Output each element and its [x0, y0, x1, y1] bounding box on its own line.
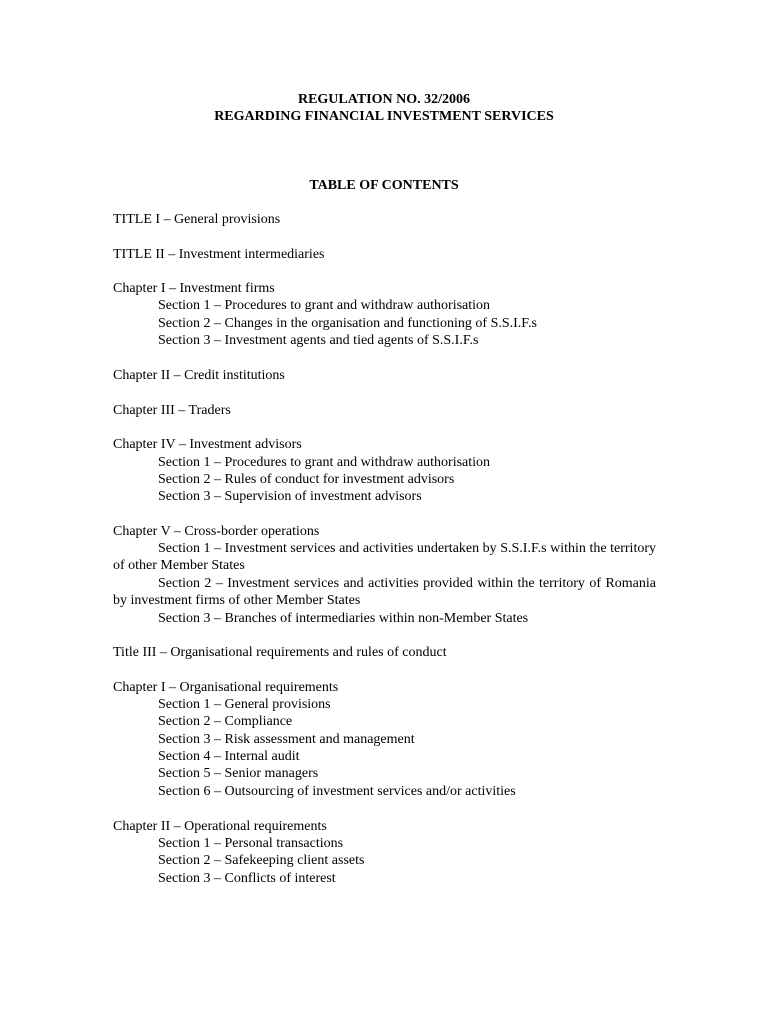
toc-section: Section 2 – Changes in the organisation and functioning of S.S.I.F.s	[158, 316, 537, 331]
toc-section: Section 3 – Risk assessment and management	[158, 732, 415, 747]
toc-section: Section 1 – Procedures to grant and withdraw authorisation	[158, 455, 491, 470]
toc-section: Section 1 – Personal transactions	[158, 836, 344, 851]
toc-title-3: Title III – Organisational requirements and rules of conduct	[113, 645, 447, 660]
toc-section: Section 3 – Branches of intermediaries within non-Member States	[158, 611, 529, 626]
toc-section: Section 2 – Compliance	[158, 714, 293, 729]
toc-section: Section 3 – Investment agents and tied agents of S.S.I.F.s	[158, 333, 479, 348]
toc-section: Section 6 – Outsourcing of investment services and/or activities	[158, 784, 516, 799]
regulation-title: REGULATION NO. 32/2006	[297, 92, 471, 107]
toc-chapter: Chapter V – Cross-border operations	[113, 524, 320, 539]
toc-title-1: TITLE I – General provisions	[113, 212, 281, 227]
toc-chapter: Chapter I – Organisational requirements	[113, 680, 339, 695]
toc-section: Section 1 – Procedures to grant and withdraw authorisation	[158, 298, 491, 313]
toc-section: Section 3 – Supervision of investment advisors	[158, 489, 422, 504]
toc-chapter: Chapter II – Credit institutions	[113, 368, 285, 383]
toc-title-2: TITLE II – Investment intermediaries	[113, 247, 325, 262]
toc-section: Section 2 – Safekeeping client assets	[158, 853, 365, 868]
toc-section: Section 5 – Senior managers	[158, 766, 319, 781]
toc-section: Section 2 – Investment services and activities provided within the territory of Romania by investment firms of other Member States	[113, 576, 656, 608]
toc-section: Section 2 – Rules of conduct for investment advisors	[158, 472, 455, 487]
toc-section: Section 1 – Investment services and activities undertaken by S.S.I.F.s within the territory of other Member States	[113, 541, 656, 573]
toc-heading: TABLE OF CONTENTS	[309, 178, 459, 193]
toc-chapter: Chapter II – Operational requirements	[113, 819, 327, 834]
toc-chapter: Chapter I – Investment firms	[113, 281, 275, 296]
toc-section: Section 4 – Internal audit	[158, 749, 300, 764]
toc-chapter: Chapter III – Traders	[113, 403, 231, 418]
regulation-subtitle: REGARDING FINANCIAL INVESTMENT SERVICES	[214, 109, 554, 124]
toc-section: Section 1 – General provisions	[158, 697, 331, 712]
toc-section: Section 3 – Conflicts of interest	[158, 871, 336, 886]
toc-chapter: Chapter IV – Investment advisors	[113, 437, 302, 452]
